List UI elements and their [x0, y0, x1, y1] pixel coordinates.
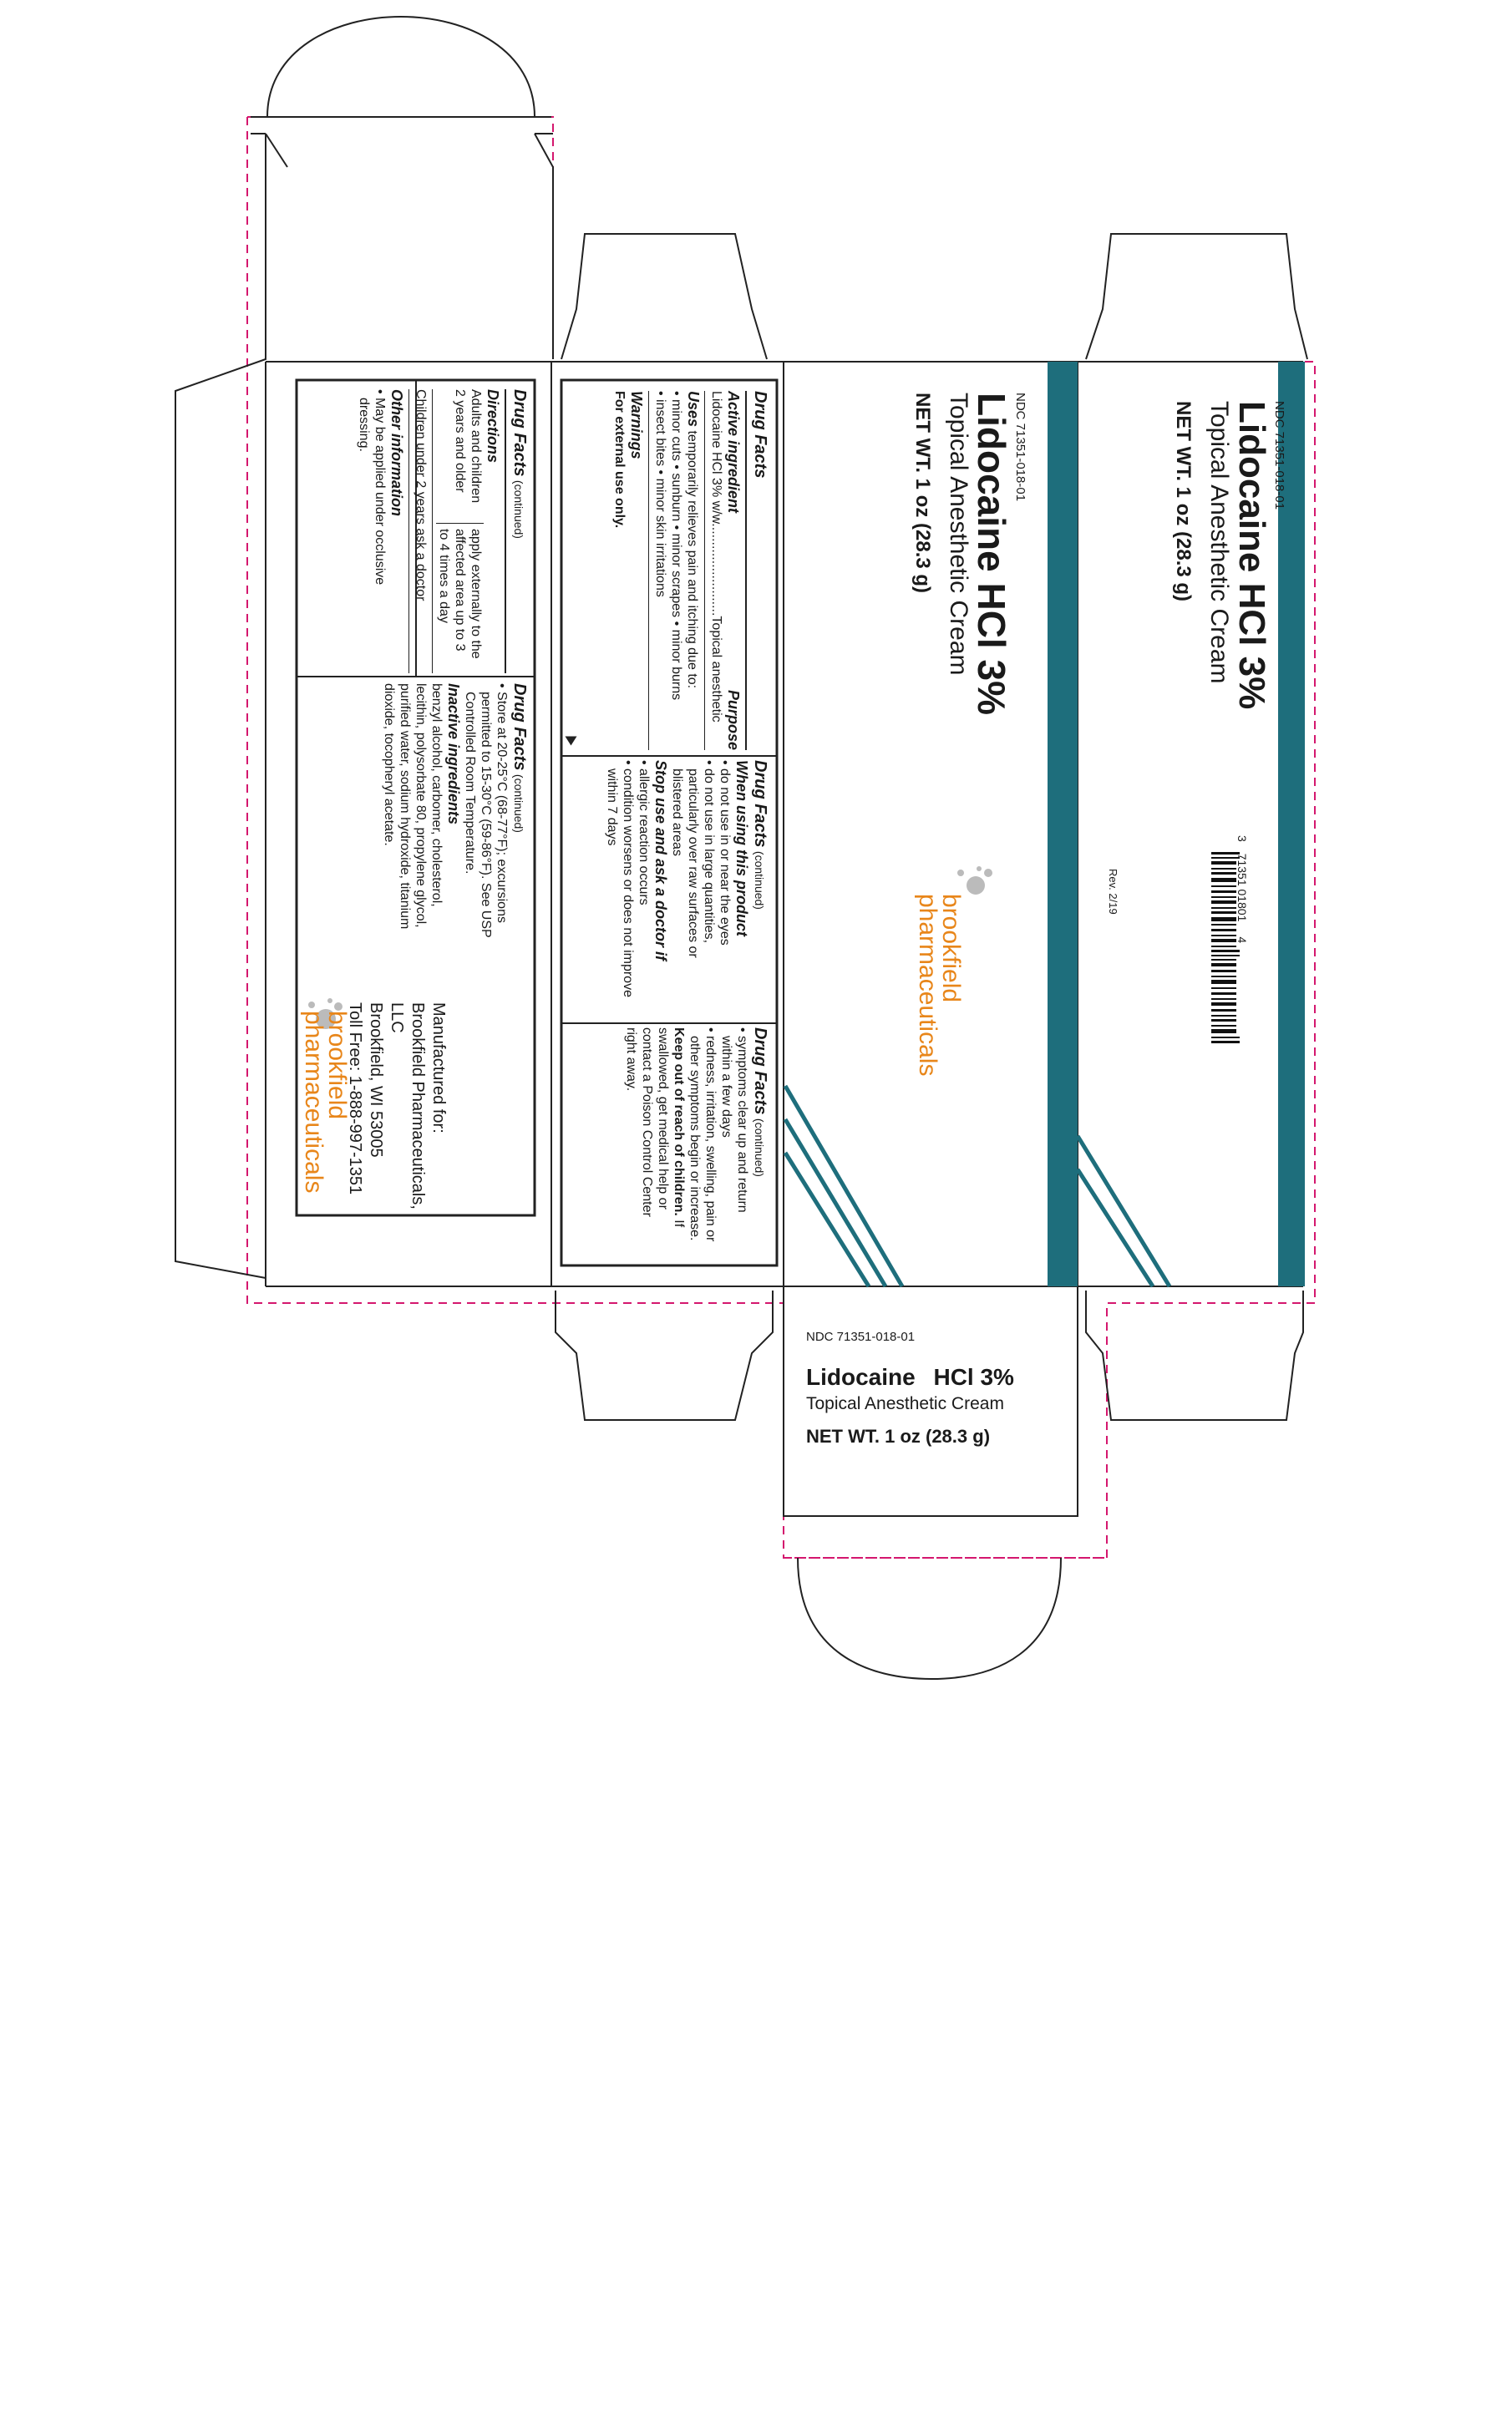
product-name-back: Lidocaine HCl 3%	[1231, 401, 1272, 710]
product-name-front: Lidocaine HCl 3%	[970, 393, 1013, 715]
barcode-left: 3	[1235, 835, 1249, 842]
ndc-bottom: NDC 71351-018-01	[806, 1330, 916, 1344]
drug-facts-main	[560, 384, 773, 1261]
manufacturer-block	[344, 1002, 449, 1220]
symptoms-1: • symptoms clear up and return	[735, 1027, 749, 1213]
warnings-text: For external use only.	[612, 391, 627, 529]
continued-label-3: (continued)	[753, 1118, 766, 1177]
symptoms-2b: other symptoms begin or increase.	[688, 1036, 702, 1241]
stop-1: • allergic reaction occurs	[637, 760, 651, 905]
storage-column	[381, 683, 529, 976]
inactive-heading: Inactive ingredients	[445, 683, 462, 825]
net-wt-front: NET WT. 1 oz (28.3 g)	[911, 393, 934, 594]
barcode-right: 4	[1235, 936, 1249, 944]
barcode-digits	[1232, 835, 1249, 1061]
manufacturer-line3: Brookfield, WI 53005	[367, 1002, 385, 1158]
directions-who2: 2 years and older	[453, 389, 467, 493]
stop-2b: within 7 days	[605, 768, 619, 846]
drug-facts-title-4: Drug Facts	[510, 389, 529, 477]
stop-use-heading: Stop use and ask a doctor if	[652, 760, 669, 961]
keep-out-text2: swallowed, get medical help or	[656, 1027, 670, 1210]
brand-logo-left	[300, 1011, 351, 1194]
when-using-2b: particularly over raw surfaces or	[686, 768, 700, 958]
drug-facts-col2	[604, 760, 769, 1019]
ndc-back: NDC 71351-018-01	[1272, 401, 1286, 510]
keep-out-text3: contact a Poison Control Center	[640, 1027, 654, 1217]
keep-out-text4: right away.	[624, 1027, 638, 1092]
store-2: permitted to 15-30°C (59-86°F). See USP	[479, 692, 493, 938]
uses-items-2: • insect bites • minor skin irritations	[653, 391, 667, 597]
inactive-2: lecithin, polysorbate 80, propylene glycol,	[414, 683, 428, 928]
when-using-2: • do not use in large quantities,	[702, 760, 716, 944]
warnings-heading: Warnings	[628, 391, 645, 459]
store-3: Controlled Room Temperature.	[463, 692, 477, 875]
ndc-front: NDC 71351-018-01	[1013, 393, 1027, 502]
brand-line2-left: pharmaceuticals	[300, 1011, 327, 1194]
keep-out-text1: If	[672, 1220, 686, 1228]
continued-label-5: (continued)	[512, 773, 525, 833]
directions-heading: Directions	[485, 389, 501, 464]
drug-facts-left	[290, 384, 532, 1220]
product-subtitle-front: Topical Anesthetic Cream	[945, 393, 972, 676]
when-using-heading: When using this product	[733, 760, 750, 936]
product-subtitle-bottom: Topical Anesthetic Cream	[806, 1394, 1004, 1413]
accent-bar-front	[1048, 362, 1078, 1286]
drug-facts-col3	[623, 1027, 769, 1261]
barcode-middle: 71351 01801	[1235, 853, 1249, 922]
net-wt-back: NET WT. 1 oz (28.3 g)	[1172, 401, 1195, 602]
net-wt-bottom: NET WT. 1 oz (28.3 g)	[806, 1426, 991, 1447]
store-1: • Store at 20-25°C (68-77°F); excursions	[495, 683, 509, 923]
stop-2: • condition worsens or does not improve	[621, 760, 635, 997]
drug-facts-title: Drug Facts	[751, 391, 769, 479]
directions-how3: to 4 times a day	[437, 529, 451, 623]
product-name-bottom-1: Lidocaine	[806, 1364, 916, 1390]
other-info-heading: Other information	[388, 389, 405, 516]
front-panel	[794, 393, 1027, 1270]
symptoms-2: • redness, irritation, swelling, pain or	[703, 1027, 718, 1242]
purpose-heading: Purpose	[725, 689, 742, 750]
brand-line1: brookfield	[937, 894, 965, 1003]
manufacturer-line1: Manufactured for:	[429, 1002, 448, 1133]
product-subtitle-back: Topical Anesthetic Cream	[1205, 401, 1233, 684]
other-1: • May be applied under occlusive	[373, 389, 387, 586]
brand-logo-front	[914, 894, 965, 1077]
brand-line2: pharmaceuticals	[914, 894, 941, 1077]
inactive-1: benzyl alcohol, carbomer, cholesterol,	[429, 683, 444, 907]
uses-text: temporarily relieves pain and itching due to:	[685, 430, 699, 689]
revision: Rev. 2/19	[1107, 869, 1119, 915]
continued-label-4: (continued)	[512, 479, 525, 539]
directions-how2: affected area up to 3	[453, 529, 467, 652]
uses-heading: Uses	[685, 391, 702, 428]
continued-label-2: (continued)	[753, 850, 766, 910]
continue-arrow-icon	[566, 737, 577, 746]
brand-line1-left: brookfield	[323, 1011, 351, 1120]
symptoms-1b: within a few days	[719, 1036, 733, 1138]
other-1b: dressing.	[357, 398, 371, 452]
directions-who: Adults and children	[469, 389, 483, 504]
when-using-2c: blistered areas	[670, 768, 684, 856]
when-using-1: • do not use in or near the eyes	[718, 760, 732, 946]
manufacturer-line2: Brookfield Pharmaceuticals, LLC	[388, 1002, 427, 1210]
back-panel	[1094, 401, 1286, 1278]
directions-column	[356, 389, 529, 673]
uses-items: • minor cuts • sunburn • minor scrapes • minor burns	[669, 391, 683, 701]
drug-facts-title-2: Drug Facts	[751, 760, 769, 848]
drug-facts-col1	[611, 391, 769, 750]
inactive-3: purified water, sodium hydroxide, titanium	[398, 683, 412, 930]
bottom-flap-label	[806, 1330, 1073, 1448]
inactive-4: dioxide, tocopheryl acetate.	[382, 683, 396, 846]
active-ingredient-heading: Active ingredient	[725, 391, 742, 514]
product-name-bottom-2: HCl 3%	[933, 1364, 1014, 1390]
directions-children: Children under 2 years ask a doctor	[414, 389, 428, 601]
directions-how: apply externally to the	[469, 529, 483, 659]
keep-out-heading: Keep out of reach of children.	[672, 1027, 686, 1216]
drug-facts-title-5: Drug Facts	[510, 683, 529, 771]
manufacturer-line4: Toll Free: 1-888-997-1351	[346, 1002, 364, 1195]
drug-facts-title-3: Drug Facts	[751, 1027, 769, 1115]
active-ingredient-text: Lidocaine HCl 3% w/w.........................Topical anesthetic	[709, 391, 723, 723]
